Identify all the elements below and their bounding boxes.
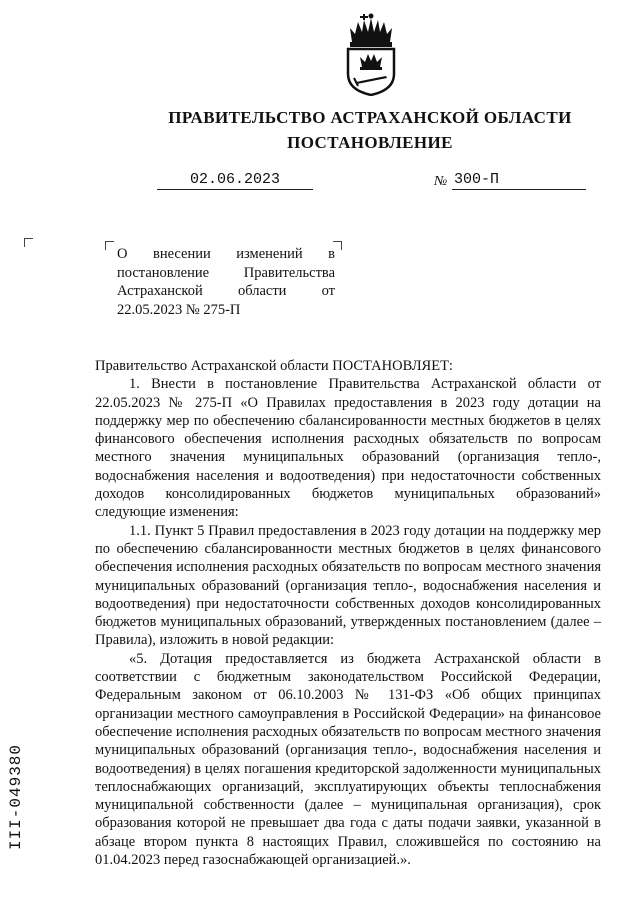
organization-name: ПРАВИТЕЛЬСТВО АСТРАХАНСКОЙ ОБЛАСТИ [168,108,572,127]
document-date: 02.06.2023 [157,171,313,190]
side-stamp-text: III-049380 [7,744,25,851]
coat-of-arms-emblem [342,12,400,96]
corner-mark [24,238,33,247]
number-label: № [434,174,448,189]
paragraph-1-1: 1.1. Пункт 5 Правил предоставления в 2023 году дотации на поддержку мер по обеспечению сбалансированности местных бюджетов в целях финансового обеспечения исполнения расходных обязательств по вопросам местного значения муниципальных образований (организация тепло-, водоснабжения населения и водоотведения) при недостаточности собственных доходов консолидированных бюджетов муниципальных образований, утвержденных постановлением (далее – Правила), изложить в новой редакции: [95,522,601,649]
paragraph-rule-5: «5. Дотация предоставляется из бюджета Астраханской области в соответствии с бюджетным законодательством Российской Федерации, Федеральным законом от 06.10.2003 № 131-ФЗ «Об общих принципах организации местного самоуправления в Российской Федерации» на финансовое обеспечение исполнения расходных обязательств по вопросам местного значения муниципальных образований (организация тепло-, водоснабжения населения и водоотведения) в целях погашения кредиторской задолженности муниципальных теплоснабжающих организаций, эксплуатирующих объекты теплоснабжения муниципальной собственности (далее – муниципальная организация), срок образования которой не превышает два года с даты подачи заявки, указанной в абзаце втором пункта 8 настоящих Правил, сложившейся по состоянию на 01.04.2023 перед газоснабжающей организацией.». [95,650,601,869]
document-type: ПОСТАНОВЛЕНИЕ [287,133,453,152]
document-subject: О внесении изменений в постановление Правительства Астраханской области от 22.05.2023 № 275-П [117,246,335,318]
side-stamp [4,742,26,850]
corner-mark [105,241,114,250]
paragraph-1: 1. Внести в постановление Правительства Астраханской области от 22.05.2023 № 275-П «О Правилах предоставления в 2023 году дотации на поддержку мер по обеспечению сбалансированности местных бюджетов в целях финансового обеспечения исполнения расходных обязательств по вопросам местного значения муниципальных образований (организация тепло-, водоснабжения населения и водоотведения) при недостаточности собственных доходов консолидированных бюджетов муниципальных образований» следующие изменения: [95,376,601,521]
document-number: 300-П [452,171,586,190]
preamble: Правительство Астраханской области ПОСТАНОВЛЯЕТ: [95,358,453,374]
document-body [95,357,601,869]
